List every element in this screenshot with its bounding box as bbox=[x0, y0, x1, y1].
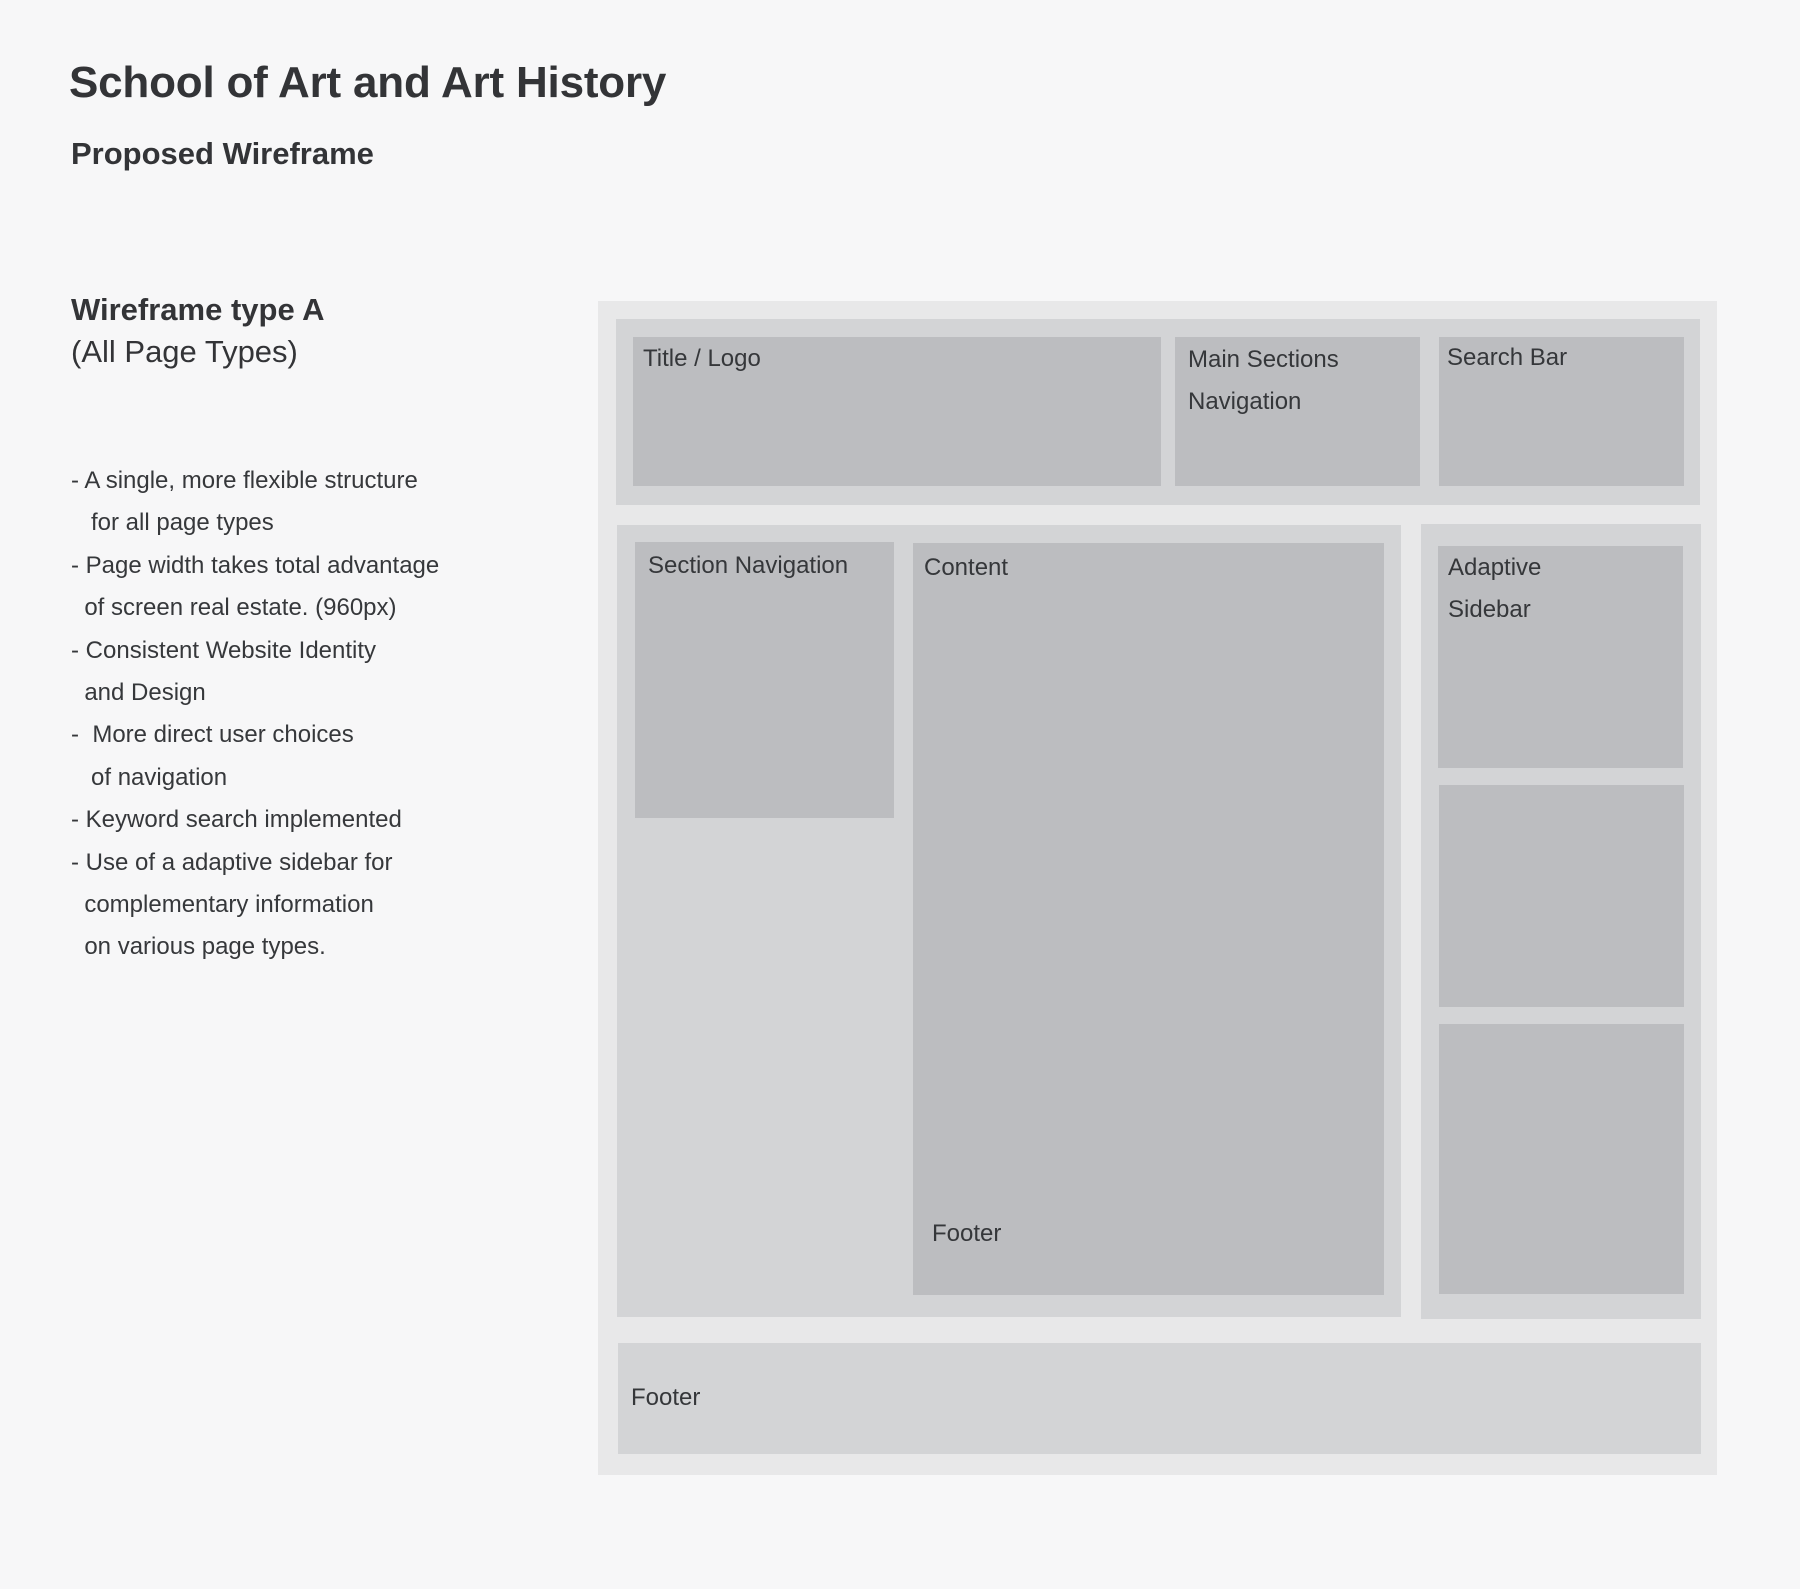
search-bar-label: Search Bar bbox=[1447, 344, 1568, 371]
feature-line: of screen real estate. (960px) bbox=[71, 594, 397, 622]
feature-line: - A single, more flexible structure bbox=[71, 467, 418, 494]
title-logo-label: Title / Logo bbox=[643, 345, 761, 372]
feature-line: - Use of a adaptive sidebar for bbox=[71, 848, 393, 876]
feature-line: on various page types. bbox=[71, 933, 326, 961]
adaptive-sidebar-label-line-1: Adaptive bbox=[1448, 554, 1542, 581]
wireframe-type-heading: Wireframe type A bbox=[71, 292, 325, 327]
main-sections-navigation-label-line-2: Navigation bbox=[1188, 388, 1302, 415]
feature-line: - Consistent Website Identity bbox=[71, 636, 377, 664]
page-title: School of Art and Art History bbox=[69, 58, 667, 107]
page-subtitle: Proposed Wireframe bbox=[71, 136, 374, 171]
feature-list bbox=[71, 460, 439, 969]
page-footer-label: Footer bbox=[631, 1384, 701, 1411]
feature-line: and Design bbox=[71, 679, 206, 707]
section-navigation-label: Section Navigation bbox=[648, 552, 849, 579]
feature-line: of navigation bbox=[71, 763, 228, 791]
feature-line: for all page types bbox=[71, 509, 274, 537]
feature-line: complementary information bbox=[71, 891, 374, 919]
content-label: Content bbox=[924, 554, 1009, 581]
feature-line: - Page width takes total advantage bbox=[71, 551, 440, 579]
page-footer-panel bbox=[618, 1343, 1701, 1454]
wireframe-type-scope: (All Page Types) bbox=[71, 334, 298, 369]
feature-line: - Keyword search implemented bbox=[71, 806, 402, 834]
content-footer-label: Footer bbox=[932, 1220, 1002, 1247]
main-sections-navigation-label-line-1: Main Sections bbox=[1188, 346, 1339, 373]
content-block bbox=[913, 543, 1384, 1295]
sidebar-block-2 bbox=[1439, 785, 1684, 1007]
sidebar-block-3 bbox=[1439, 1024, 1684, 1294]
feature-line: - More direct user choices bbox=[71, 721, 354, 749]
adaptive-sidebar-label-line-2: Sidebar bbox=[1448, 596, 1531, 623]
